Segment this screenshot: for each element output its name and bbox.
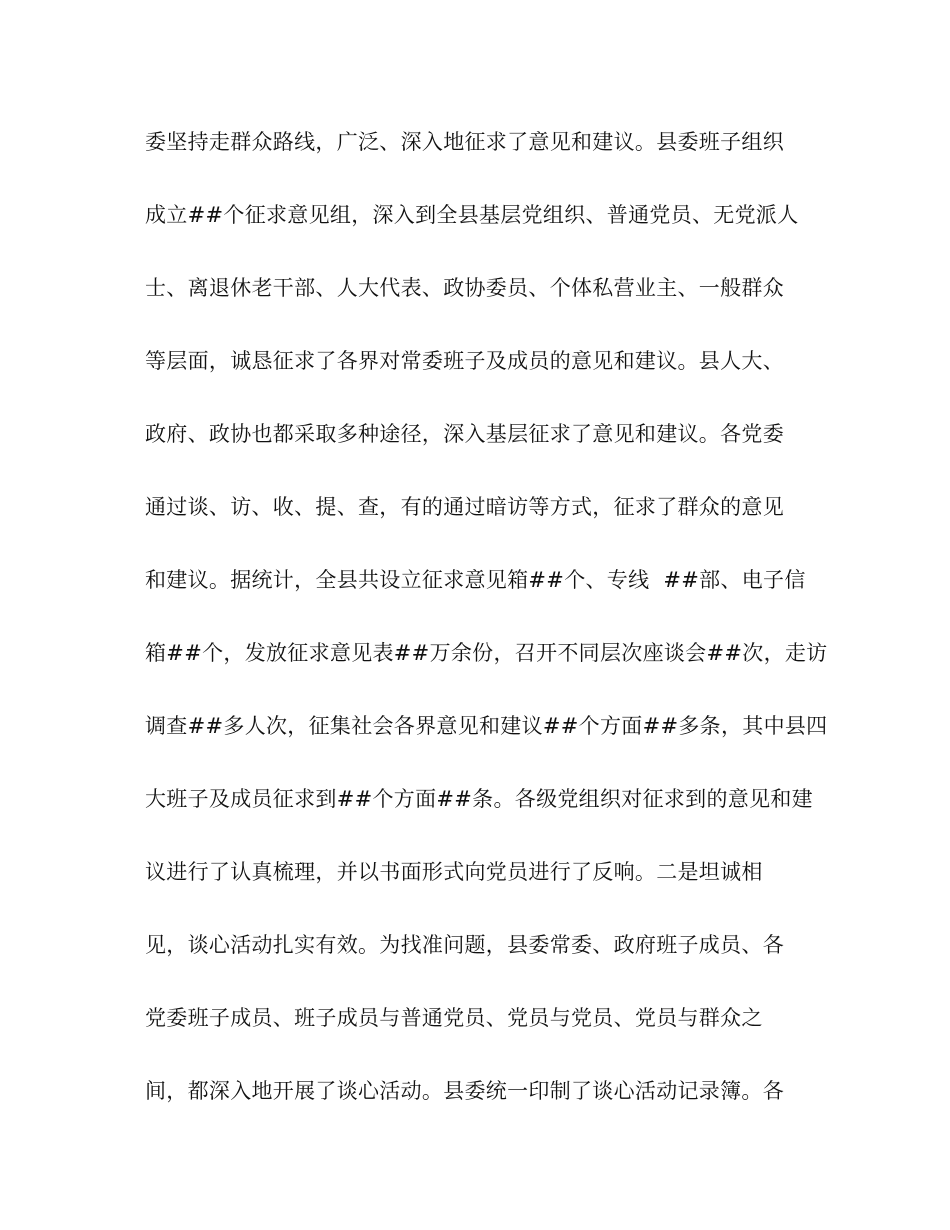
text-line: 议进行了认真梳理，并以书面形式向党员进行了反响。二是坦诚相 [145,860,763,884]
text-line: 箱##个，发放征求意见表##万余份，召开不同层次座谈会##次，走访 [145,641,828,665]
text-line: 和建议。据统计，全县共设立征求意见箱##个、专线 ##部、电子信 [145,568,806,592]
text-line: 间，都深入地开展了谈心活动。县委统一印制了谈心活动记录簿。各 [145,1079,784,1103]
text-line: 等层面，诚恳征求了各界对常委班子及成员的意见和建议。县人大、 [145,349,784,373]
body-text [145,122,828,1144]
text-line: 成立##个征求意见组，深入到全县基层党组织、普通党员、无党派人 [145,203,799,227]
text-line: 党委班子成员、班子成员与普通党员、党员与党员、党员与群众之 [145,1006,763,1030]
text-line: 士、离退休老干部、人大代表、政协委员、个体私营业主、一般群众 [145,276,784,300]
text-line: 见，谈心活动扎实有效。为找准问题，县委常委、政府班子成员、各 [145,933,784,957]
text-line: 大班子及成员征求到##个方面##条。各级党组织对征求到的意见和建 [145,787,813,811]
text-line: 通过谈、访、收、提、查，有的通过暗访等方式，征求了群众的意见 [145,495,784,519]
text-line: 委坚持走群众路线，广泛、深入地征求了意见和建议。县委班子组织 [145,130,784,154]
text-line: 调查##多人次，征集社会各界意见和建议##个方面##多条，其中县四 [145,714,828,738]
text-line: 政府、政协也都采取多种途径，深入基层征求了意见和建议。各党委 [145,422,784,446]
